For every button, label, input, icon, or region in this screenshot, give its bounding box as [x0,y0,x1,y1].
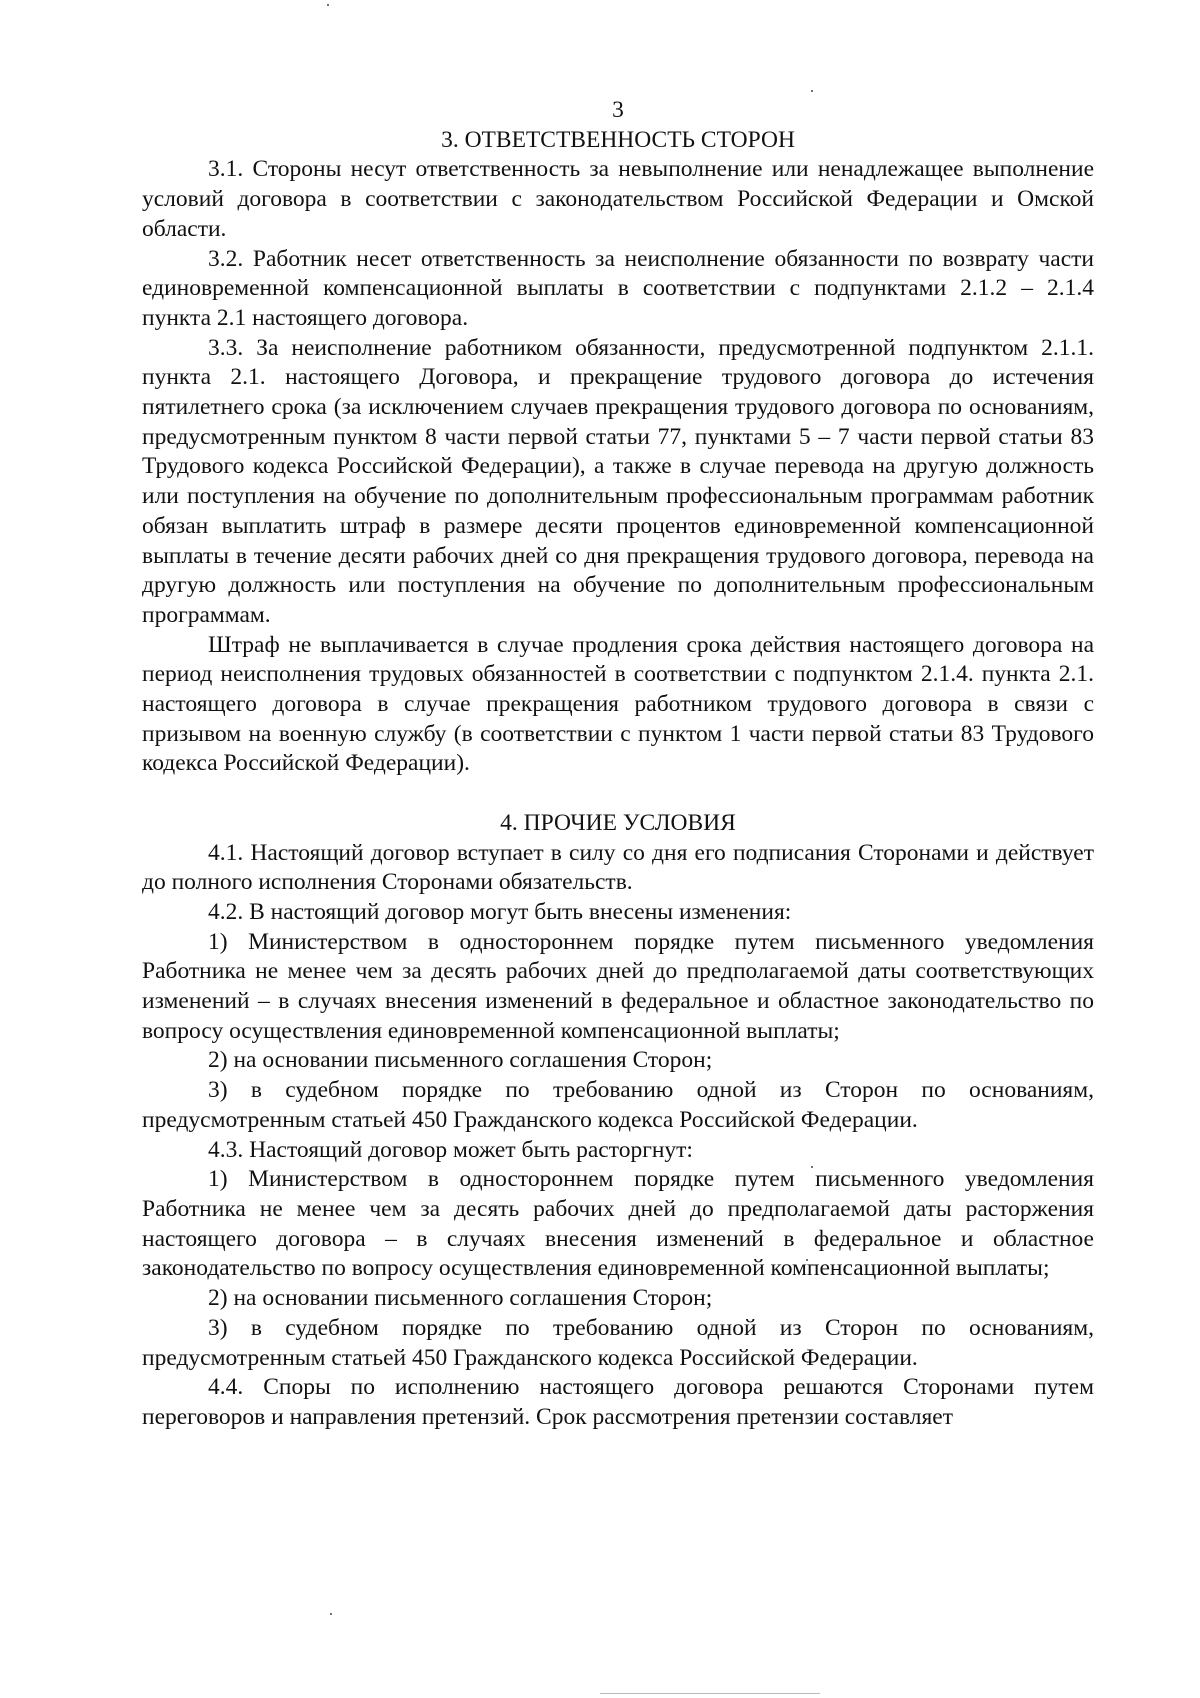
section-heading-other-terms: 4. ПРОЧИЕ УСЛОВИЯ [500,809,736,836]
paragraph-3-3: 3.3. За неисполнение работником обязанности, предусмотренной подпунктом 2.1.1. пункта 2.1. настоящего Договора, и прекращение трудового договора до истечения пятилетнего срока (за исключением случаев прекращения трудового договора по основаниям, предусмотренным пунктом 8 части первой статьи 77, пунктами 5 – 7 части первой статьи 83 Трудового кодекса Российской Федерации), а также в случае перевода на другую должность или поступления на обучение по дополнительным профессиональным программам работник обязан выплатить штраф в размере десяти процентов единовременной компенсационной выплаты в течение десяти рабочих дней со дня прекращения трудового договора, перевода на другую должность или поступления на обучение по дополнительным профессиональным программам. [142,334,1094,628]
paragraph-4-3-item-3: 3) в судебном порядке по требованию одной из Сторон по основаниям, предусмотренным статьей 450 Гражданского кодекса Российской Федерации. [142,1314,1094,1371]
page-number: 3 [612,97,624,123]
paragraph-3-2: 3.2. Работник несет ответственность за неисполнение обязанности по возврату части единовременной компенсационной выплаты в соответствии с подпунктами 2.1.2 – 2.1.4 пункта 2.1 настоящего договора. [142,245,1094,331]
paragraph-4-2-item-2: 2) на основании письменного соглашения Сторон; [208,1047,713,1074]
section-spacer [142,779,1094,809]
paragraph-4-2-item-1: 1) Министерством в одностороннем порядке путем письменного уведомления Работника не менее чем за десять рабочих дней до предполагаемой даты соответствующих изменений – в случаях внесения изменений в федеральное и областное законодательство по вопросу осуществления единовременной компенсационной выплаты; [142,928,1094,1044]
paragraph-4-1: 4.1. Настоящий договор вступает в силу со дня его подписания Сторонами и действует до полного исполнения Сторонами обязательств. [142,839,1094,896]
scan-speck [327,4,329,6]
scan-speck [330,1613,332,1615]
scan-edge-line [600,1693,820,1694]
paragraph-fine-exception: Штраф не выплачивается в случае продления срока действия настоящего договора на период неисполнения трудовых обязанностей в соответствии с подпунктом 2.1.4. пункта 2.1. настоящего договора в случае прекращения работником трудового договора в связи с призывом на военную службу (в соответствии с пунктом 1 части первой статьи 83 Трудового кодекса Российской Федерации). [142,631,1094,777]
paragraph-4-4: 4.4. Споры по исполнению настоящего договора решаются Сторонами путем переговоров и направления претензий. Срок рассмотрения претензии составляет [142,1374,1094,1430]
paragraph-3-1: 3.1. Стороны несут ответственность за невыполнение или ненадлежащее выполнение условий договора в соответствии с законодательством Российской Федерации и Омской области. [142,156,1094,242]
paragraph-4-3-item-2: 2) на основании письменного соглашения Сторон; [208,1285,713,1312]
document-body [142,96,1094,1433]
paragraph-4-2-item-3: 3) в судебном порядке по требованию одной из Сторон по основаниям, предусмотренным статьей 450 Гражданского кодекса Российской Федерации. [142,1077,1094,1133]
paragraph-4-3-item-1: 1) Министерством в одностороннем порядке путем письменного уведомления Работника не менее чем за десять рабочих дней до предполагаемой даты расторжения настоящего договора – в случаях внесения изменений в федеральное и областное законодательство по вопросу осуществления единовременной компенсационной выплаты; [142,1166,1094,1282]
paragraph-4-3: 4.3. Настоящий договор может быть расторгнут: [208,1136,693,1163]
paragraph-4-2: 4.2. В настоящий договор могут быть внесены изменения: [208,898,792,925]
scan-speck [811,90,813,92]
section-heading-responsibility: 3. ОТВЕТСТВЕННОСТЬ СТОРОН [441,126,795,153]
